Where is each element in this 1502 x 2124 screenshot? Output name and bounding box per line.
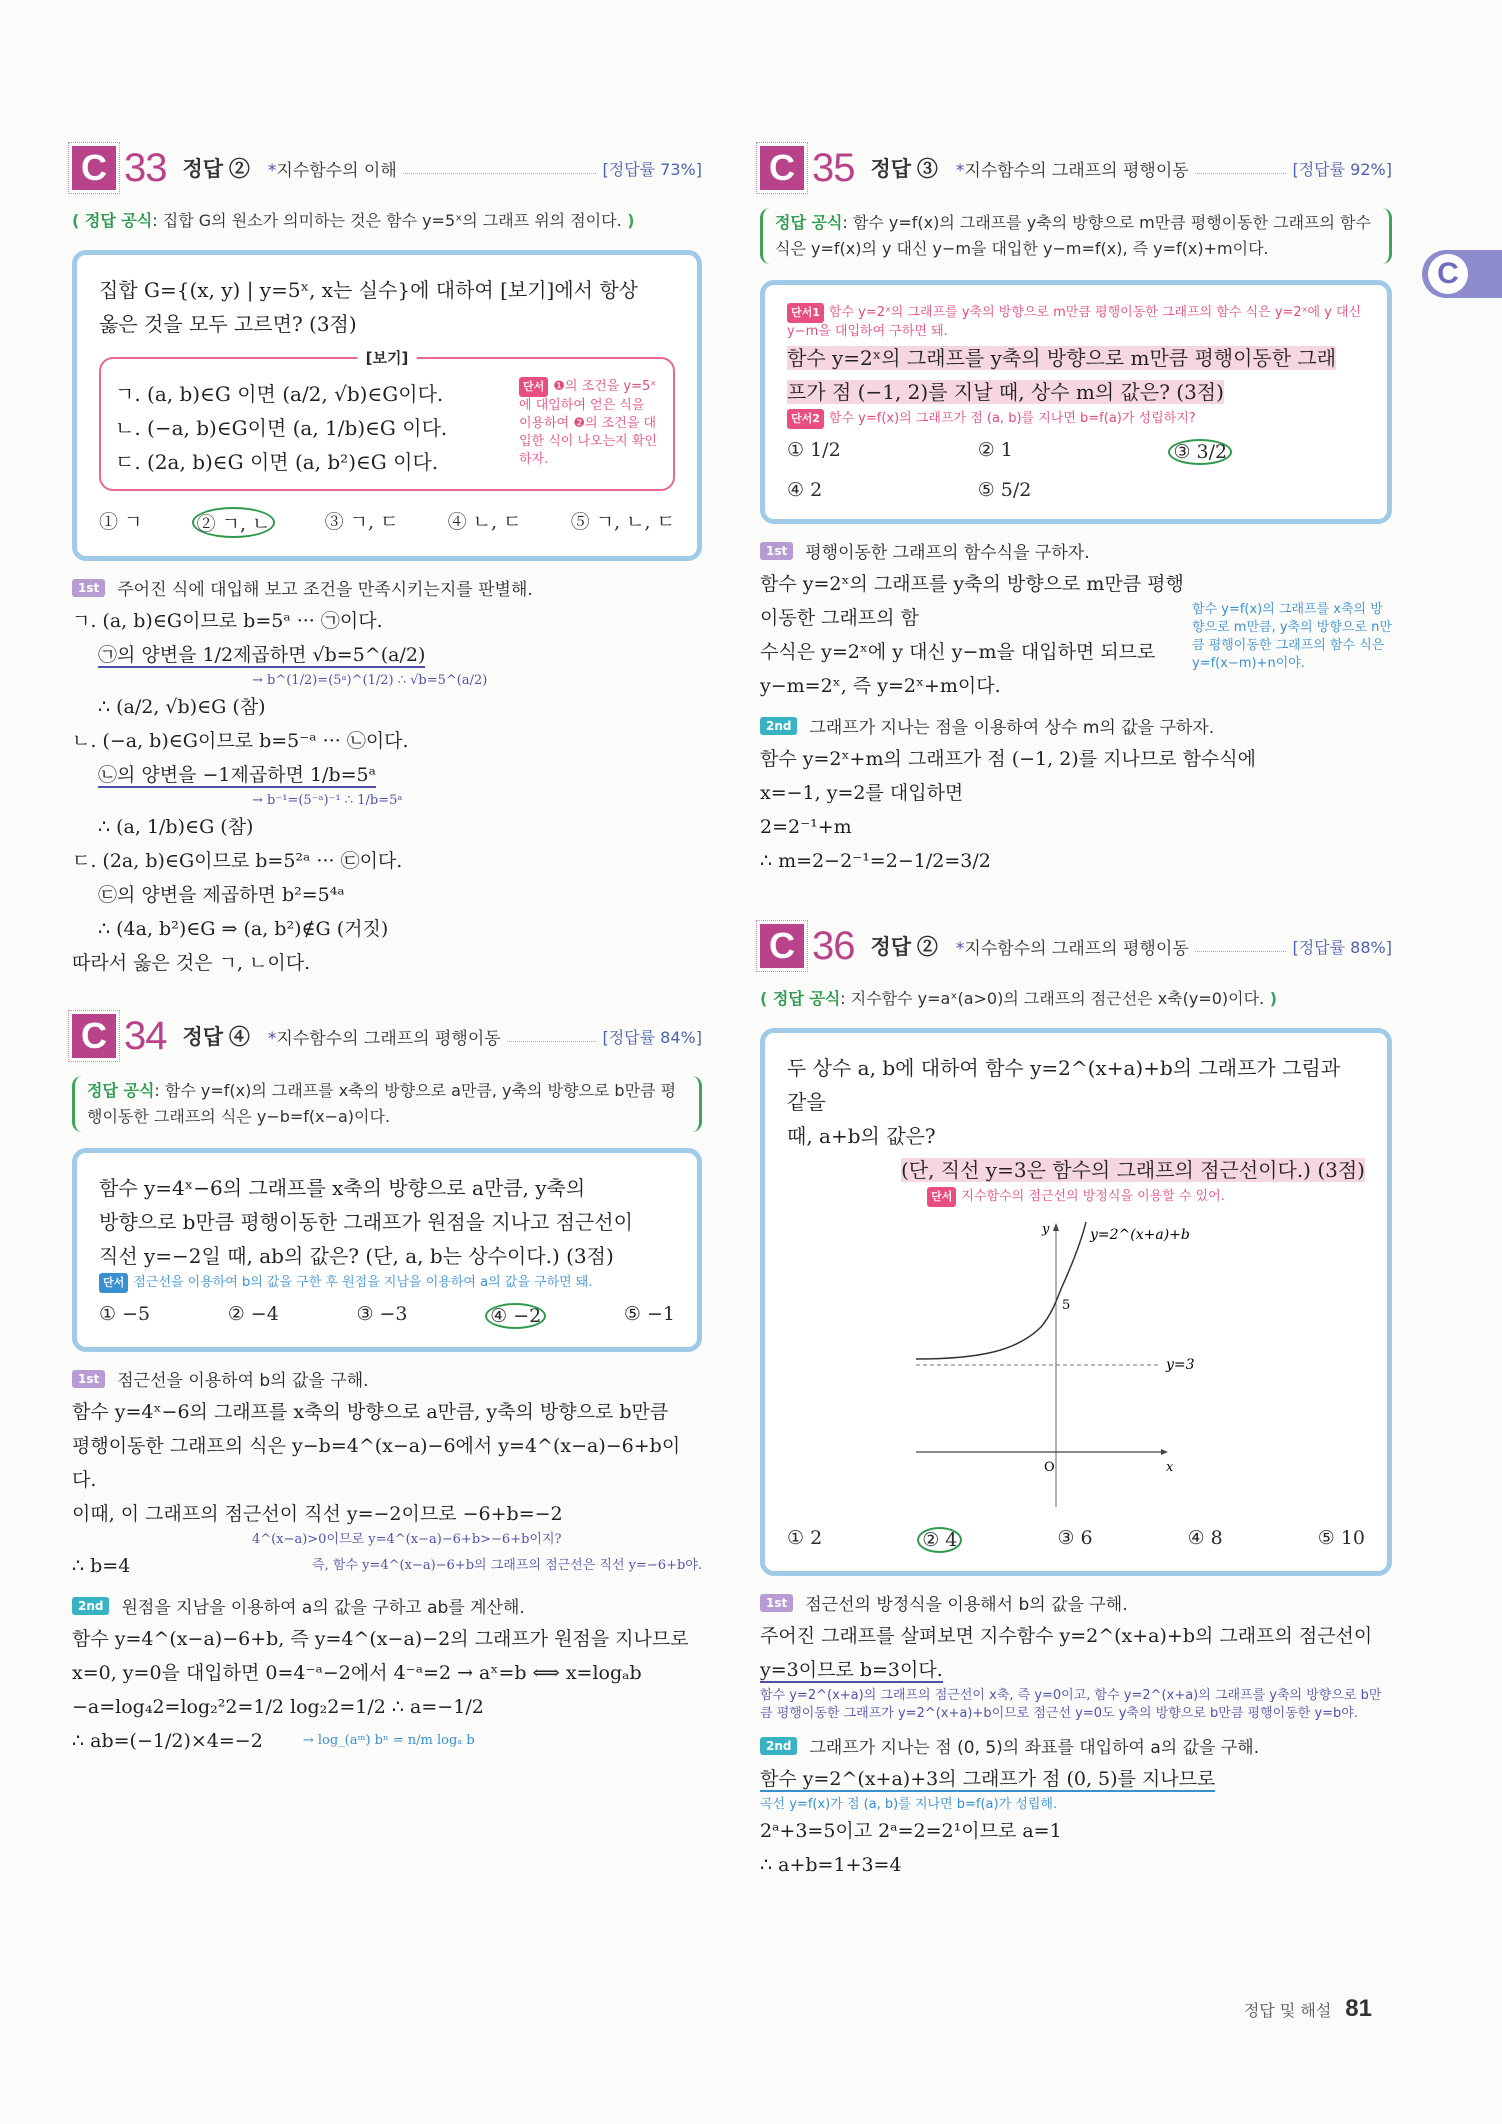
- question-number: 35: [812, 145, 855, 190]
- choice-4[interactable]: ④ 2: [787, 479, 823, 501]
- q34-header: [72, 1008, 702, 1064]
- problem-box: [72, 250, 702, 561]
- problem-line: 함수 y=2ˣ의 그래프를 y축의 방향으로 m만큼 평행이동한 그래: [787, 346, 1337, 370]
- q36-header: [760, 918, 1392, 974]
- question-number: 36: [812, 923, 855, 968]
- choice-2-selected[interactable]: ② ㄱ, ㄴ: [192, 507, 276, 538]
- boggi-item: ㄱ. (a, b)∈G 이면 (a/2, √b)∈G이다.: [115, 382, 444, 406]
- problem-line: 함수 y=4ˣ−6의 그래프를 x축의 방향으로 a만큼, y축의: [99, 1176, 586, 1200]
- answer-choices: [787, 439, 1365, 501]
- leader-dots: [507, 1031, 597, 1042]
- step-1: 1st 주어진 식에 대입해 보고 조건을 만족시키는지를 판별해.: [72, 575, 702, 600]
- hint-1: 단서1 함수 y=2ˣ의 그래프를 y축의 방향으로 m만큼 평행이동한 그래프의 함수 식은 y=2ˣ에 y 대신 y−m을 대입하여 구하면 돼.: [787, 305, 1362, 339]
- note: 함수 y=2^(x+a)의 그래프의 점근선이 x축, 즉 y=0이고, 함수 y=2^(x+a)의 그래프를 y축의 방향으로 b만큼 평행이동한 그래프가 y=2^(x+a)+b이므로 점근선 y=0도 y축의 방향으로 b만큼 평행이동한 y=b야.: [760, 1688, 1382, 1721]
- boggi-item: ㄷ. (2a, b)∈G 이면 (a, b²)∈G 이다.: [115, 450, 439, 474]
- choice-2[interactable]: ② 1: [977, 439, 1013, 461]
- svg-text:y=3: y=3: [1166, 1357, 1195, 1373]
- problem-box: [760, 280, 1392, 524]
- svg-text:y: y: [1042, 1222, 1050, 1237]
- page-number: 81: [1345, 1995, 1372, 2022]
- choice-5[interactable]: ⑤ −1: [623, 1303, 675, 1325]
- topic: *지수함수의 그래프의 평행이동: [955, 160, 1189, 181]
- problem-line: (단, 직선 y=3은 함수의 그래프의 점근선이다.) (3점): [900, 1158, 1365, 1182]
- choice-5[interactable]: ⑤ 10: [1317, 1527, 1365, 1549]
- correct-rate: [정답률 84%]: [602, 1027, 702, 1047]
- question-number: 34: [124, 1013, 167, 1058]
- correct-rate: [정답률 88%]: [1292, 937, 1392, 957]
- solution: 함수 y=4ˣ−6의 그래프를 x축의 방향으로 a만큼, y축의 방향으로 b만큼 평행이동한 그래프의 식은 y−b=4^(x−a)−6에서 y=4^(x−a)−6+b이다. 이때, 이 그래프의 점근선이 직선 y=−2이므로 −6+b=−2 4^(x−a)>0이므로 y=4^(x−a)−6+b>−6+b이지? ∴ b=4 즉, 함수 y=4^(x−a)−6+b의 그래프의 점근선은 직선 y=−6+b야.: [72, 1401, 702, 1577]
- choice-4[interactable]: ④ 8: [1187, 1527, 1223, 1549]
- choice-1[interactable]: ① −5: [99, 1303, 151, 1325]
- step-1: 1st 점근선의 방정식을 이용해서 b의 값을 구해.: [760, 1590, 1392, 1615]
- choice-3[interactable]: ③ 6: [1057, 1527, 1093, 1549]
- hint: 단서 지수함수의 점근선의 방정식을 이용할 수 있어.: [787, 1187, 1365, 1207]
- category-badge: C: [72, 146, 116, 190]
- answer-choices: [99, 1303, 675, 1329]
- choice-5[interactable]: ⑤ ㄱ, ㄴ, ㄷ: [570, 511, 675, 533]
- category-badge: C: [72, 1014, 116, 1058]
- question-number: 33: [124, 145, 167, 190]
- hint-2: 단서2 함수 y=f(x)의 그래프가 점 (a, b)를 지나면 b=f(a)가 성립하지?: [787, 409, 1365, 429]
- leader-dots: [1195, 941, 1287, 952]
- answer-choices: [787, 1527, 1365, 1553]
- boggi-box: [보기] ㄱ. (a, b)∈G 이면 (a/2, √b)∈G이다. ㄴ. (−a, b)∈G이면 (a, 1/b)∈G 이다. ㄷ. (2a, b)∈G 이면 (a, b²)∈G 이다. 단서 ❶의 조건을 y=5ˣ에 대입하여 얻은 식을 이용하여 ❷의 조건을 대입한 식이 나오는지 확인하자.: [99, 357, 675, 491]
- correct-rate: [정답률 92%]: [1292, 159, 1392, 179]
- q33-header: [72, 140, 702, 196]
- choice-4[interactable]: ④ ㄴ, ㄷ: [447, 511, 522, 533]
- topic: *지수함수의 그래프의 평행이동: [267, 1028, 501, 1049]
- problem-line: 프가 점 (−1, 2)를 지날 때, 상수 m의 값은? (3점): [787, 380, 1224, 404]
- question-33: [72, 140, 702, 980]
- chapter-c-icon: C: [1428, 254, 1468, 294]
- right-column: [760, 140, 1392, 1882]
- category-badge: C: [760, 146, 804, 190]
- question-35: [760, 140, 1392, 878]
- note: 곡선 y=f(x)가 점 (a, b)를 지나면 b=f(a)가 성립해.: [760, 1797, 1058, 1812]
- q35-header: [760, 140, 1392, 196]
- answer-label: 정답 ③: [870, 158, 938, 181]
- category-badge: C: [760, 924, 804, 968]
- solution: 함수 y=4^(x−a)−6+b, 즉 y=4^(x−a)−2의 그래프가 원점을 지나므로 x=0, y=0을 대입하면 0=4⁻ᵃ−2에서 4⁻ᵃ=2 → aˣ=b ⟺ x=logₐb −a=log₄2=log₂²2=1/2 log₂2=1/2 ∴ a=−1/2 ∴ ab=(−1/2)×4=−2 → log_(aᵐ) bⁿ = n/m logₐ b: [72, 1628, 689, 1752]
- solution: 함수 y=2ˣ의 그래프를 y축의 방향으로 m만큼 평행이동한 그래프의 함 수식은 y=2ˣ에 y 대신 y−m을 대입하면 되므로 y−m=2ˣ, 즉 y=2ˣ+m이다. 함수 y=f(x)의 그래프를 x축의 방향으로 m만큼, y축의 방향으로 n만큼 평행이동한 그래프의 함수 식은 y=f(x−m)+n이야.: [760, 567, 1392, 703]
- function-graph: [916, 1217, 1236, 1517]
- solution: 함수 y=2^(x+a)+3의 그래프가 점 (0, 5)를 지나므로: [760, 1768, 1216, 1790]
- choice-4-selected[interactable]: ④ −2: [485, 1303, 546, 1329]
- answer-formula: 정답 공식: 함수 y=f(x)의 그래프를 y축의 방향으로 m만큼 평행이동한 그래프의 함수식은 y=f(x)의 y 대신 y−m을 대입한 y−m=f(x), 즉 y=f(x)+m이다.: [760, 208, 1392, 264]
- topic: *지수함수의 이해: [267, 160, 397, 181]
- correct-rate: [정답률 73%]: [602, 159, 702, 179]
- page-footer: [1244, 1995, 1372, 2023]
- answer-label: 정답 ②: [870, 936, 938, 959]
- solution: 함수 y=2ˣ+m의 그래프가 점 (−1, 2)를 지나므로 함수식에 x=−1, y=2를 대입하면 2=2⁻¹+m ∴ m=2−2⁻¹=2−1/2=3/2: [760, 748, 1256, 872]
- solution: ㄱ. (a, b)∈G이므로 b=5ᵃ ··· ㉠이다. ㉠의 양변을 1/2제곱하면 √b=5^(a/2) → b^(1/2)=(5ᵃ)^(1/2) ∴ √b=5^(a/2) ∴ (a/2, √b)∈G (참) ㄴ. (−a, b)∈G이므로 b=5⁻ᵃ ··· ㉡이다. ㉡의 양변을 −1제곱하면 1/b=5ᵃ → b⁻¹=(5⁻ᵃ)⁻¹ ∴ 1/b=5ᵃ ∴ (a, 1/b)∈G (참) ㄷ. (2a, b)∈G이므로 b=5²ᵃ ··· ㉢이다. ㉢의 양변을 제곱하면 b²=5⁴ᵃ ∴ (4a, b²)∈G ⇒ (a, b²)∉G (거짓) 따라서 옳은 것은 ㄱ, ㄴ이다.: [72, 610, 488, 974]
- answer-formula: ( 정답 공식: 지수함수 y=aˣ(a>0)의 그래프의 점근선은 x축(y=0)이다. ): [760, 989, 1278, 1008]
- problem-line: 방향으로 b만큼 평행이동한 그래프가 원점을 지나고 점근선이: [99, 1210, 633, 1234]
- choice-1[interactable]: ① 2: [787, 1527, 823, 1549]
- solution: 주어진 그래프를 살펴보면 지수함수 y=2^(x+a)+b의 그래프의 점근선이 y=3이므로 b=3이다.: [760, 1625, 1373, 1681]
- answer-label: 정답 ④: [182, 1026, 250, 1049]
- choice-3[interactable]: ③ ㄱ, ㄷ: [324, 511, 399, 533]
- step-2: 2nd 그래프가 지나는 점을 이용하여 상수 m의 값을 구하자.: [760, 713, 1392, 738]
- problem-line: 직선 y=−2일 때, ab의 값은? (단, a, b는 상수이다.) (3점): [99, 1244, 614, 1268]
- answer-formula: 정답 공식: 함수 y=f(x)의 그래프를 x축의 방향으로 a만큼, y축의 방향으로 b만큼 평행이동한 그래프의 식은 y−b=f(x−a)이다.: [72, 1076, 702, 1132]
- choice-3-selected[interactable]: ③ 3/2: [1168, 439, 1232, 465]
- left-column: [72, 140, 702, 1758]
- step-2: 2nd 그래프가 지나는 점 (0, 5)의 좌표를 대입하여 a의 값을 구해.: [760, 1733, 1392, 1758]
- problem-box: [72, 1148, 702, 1352]
- choice-3[interactable]: ③ −3: [356, 1303, 408, 1325]
- choice-2[interactable]: ② −4: [227, 1303, 279, 1325]
- exponential-curve: [916, 1222, 1086, 1359]
- svg-text:y=2^(x+a)+b: y=2^(x+a)+b: [1090, 1227, 1190, 1243]
- choice-2-selected[interactable]: ② 4: [917, 1527, 962, 1553]
- problem-line: 집합 G={(x, y) | y=5ˣ, x는 실수}에 대하여 [보기]에서 항상: [99, 278, 638, 302]
- svg-text:O: O: [1044, 1460, 1055, 1475]
- problem-box: [760, 1028, 1392, 1576]
- step-1: 1st 점근선을 이용하여 b의 값을 구해.: [72, 1366, 702, 1391]
- problem-line: 옳은 것을 모두 고르면? (3점): [99, 312, 357, 336]
- footer-label: 정답 및 해설: [1243, 2000, 1332, 2020]
- leader-dots: [1195, 163, 1287, 174]
- topic: *지수함수의 그래프의 평행이동: [955, 938, 1189, 959]
- boggi-item: ㄴ. (−a, b)∈G이면 (a, 1/b)∈G 이다.: [115, 416, 448, 440]
- chapter-tab: [1422, 250, 1502, 298]
- step-1: 1st 평행이동한 그래프의 함수식을 구하자.: [760, 538, 1392, 563]
- question-34: [72, 1008, 702, 1758]
- answer-label: 정답 ②: [182, 158, 250, 181]
- hint: 단서 점근선을 이용하여 b의 값을 구한 후 원점을 지남을 이용하여 a의 값을 구하면 돼.: [99, 1273, 675, 1293]
- hint: 단서 ❶의 조건을 y=5ˣ에 대입하여 얻은 식을 이용하여 ❷의 조건을 대입한 식이 나오는지 확인하자.: [519, 379, 657, 467]
- svg-text:5: 5: [1062, 1298, 1071, 1313]
- svg-text:x: x: [1166, 1460, 1174, 1475]
- problem-line: 두 상수 a, b에 대하여 함수 y=2^(x+a)+b의 그래프가 그림과 같을: [787, 1056, 1341, 1114]
- choice-1[interactable]: ① ㄱ: [99, 511, 143, 533]
- side-note: 함수 y=f(x)의 그래프를 x축의 방향으로 m만큼, y축의 방향으로 n만큼 평행이동한 그래프의 함수 식은 y=f(x−m)+n이야.: [1192, 602, 1392, 671]
- answer-choices: [99, 507, 675, 538]
- problem-line: 때, a+b의 값은?: [787, 1124, 936, 1148]
- answer-formula: ( 정답 공식: 집합 G의 원소가 의미하는 것은 함수 y=5ˣ의 그래프 위의 점이다. ): [72, 211, 635, 230]
- step-2: 2nd 원점을 지남을 이용하여 a의 값을 구하고 ab를 계산해.: [72, 1593, 702, 1618]
- choice-5[interactable]: ⑤ 5/2: [977, 479, 1032, 501]
- choice-1[interactable]: ① 1/2: [787, 439, 841, 461]
- question-36: [760, 918, 1392, 1882]
- leader-dots: [403, 163, 597, 174]
- solution: 2ᵃ+3=5이고 2ᵃ=2=2¹이므로 a=1 ∴ a+b=1+3=4: [760, 1820, 1062, 1876]
